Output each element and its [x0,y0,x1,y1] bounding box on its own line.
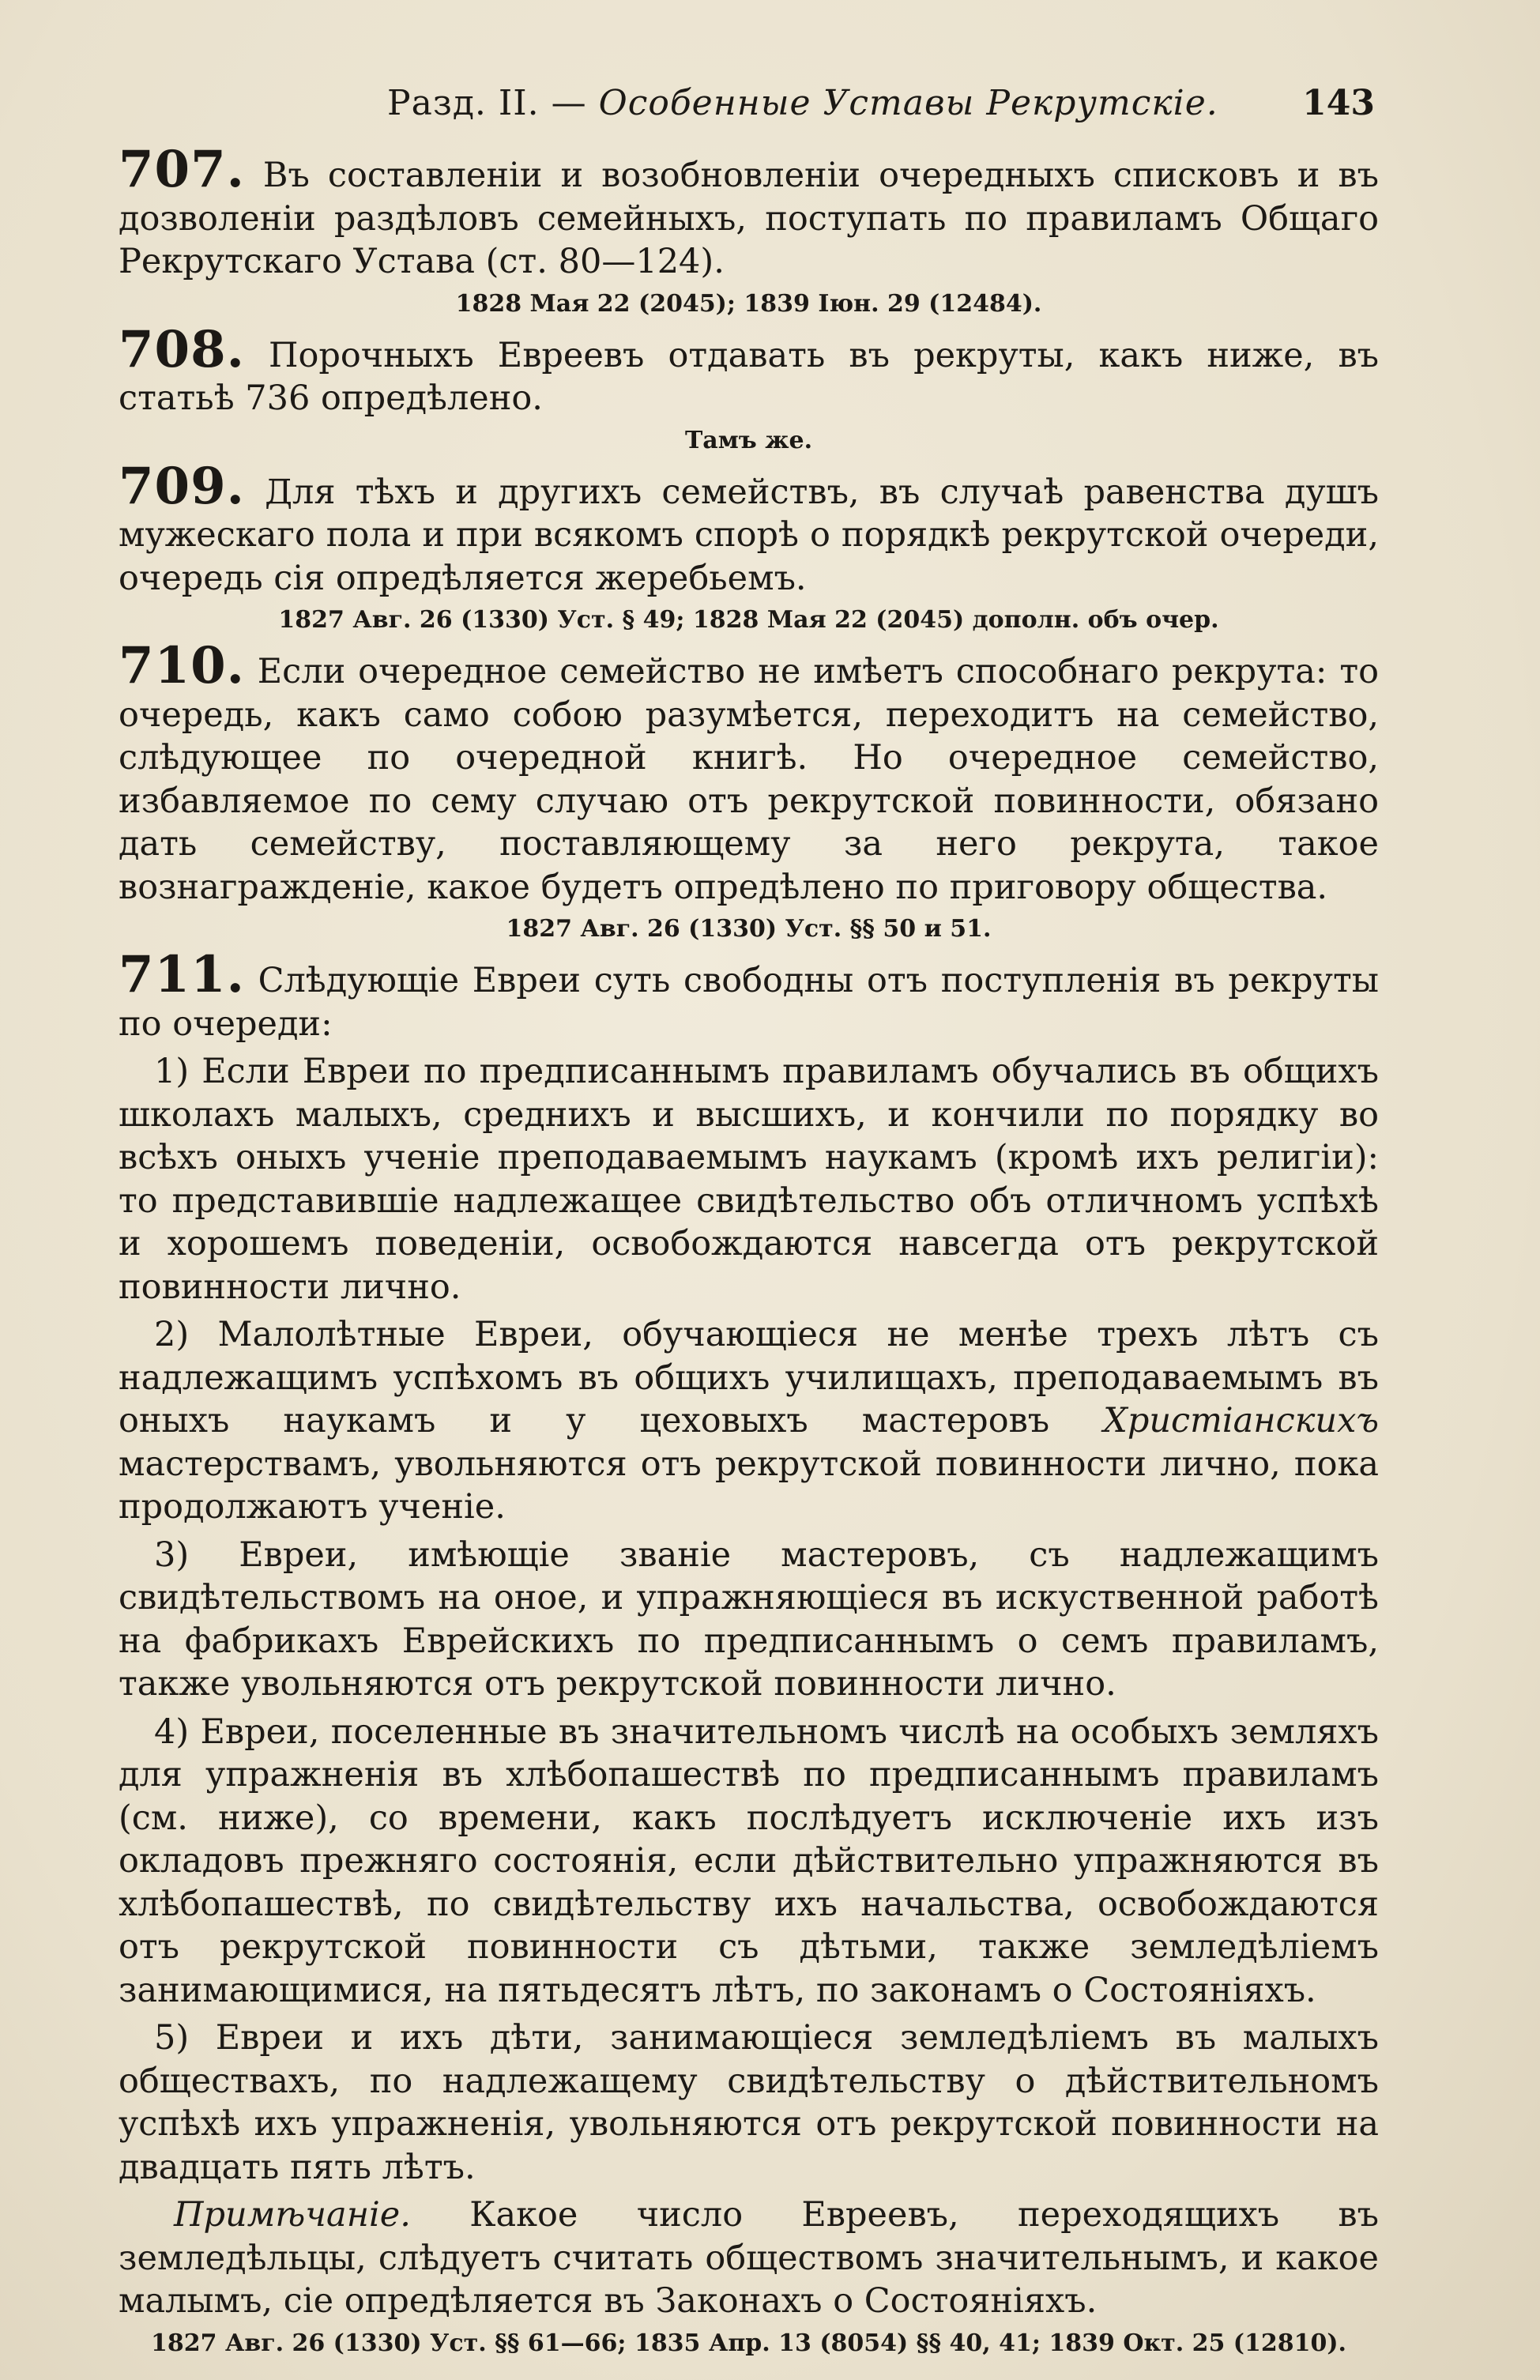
article-note [119,2194,1379,2323]
article-number: 710. [119,636,245,695]
article-citation: Тамъ же. [684,426,813,454]
exemption-item-3: 3) Евреи, имѣющіе званіе мастеровъ, съ надлежащимъ свидѣтельствомъ на оное, и упражняющіеся въ искуственной работѣ на фабрикахъ Еврейскихъ по предписаннымъ о семъ правиламъ, также увольняются отъ рекрутской повинности лично. [119,1535,1379,1704]
article-707 [119,140,1379,322]
article-710 [119,636,1379,947]
exemption-item-5: 5) Евреи и ихъ дѣти, занимающіеся земледѣліемъ въ малыхъ обществахъ, по надлежащему свидѣтельству о дѣйствительномъ успѣхѣ ихъ упражненія, увольняются отъ рекрутской повинности на двадцать пять лѣтъ. [119,2018,1379,2187]
article-708 [119,319,1380,458]
article-number: 707. [119,140,245,199]
article-709-text [119,456,1380,601]
page-header [371,75,1383,138]
article-number: 708. [119,319,245,379]
running-title [387,83,1218,123]
item-2-text-start: 2) Малолѣтные Евреи, обучающіеся не менѣе трехъ лѣтъ съ надлежащимъ успѣхомъ въ общихъ училищахъ, преподаваемымъ въ оныхъ наукамъ и у цеховыхъ мастеровъ [119,1315,1379,1440]
article-number: 709. [119,456,245,516]
exemption-item-1: 1) Если Евреи по предписаннымъ правиламъ обучались въ общихъ школахъ малыхъ, среднихъ и высшихъ, и кончили по порядку во всѣхъ оныхъ ученіе преподаваемымъ наукамъ (кромѣ ихъ религіи): то представившіе надлежащее свидѣтельство объ отличномъ успѣхѣ и хорошемъ поведеніи, освобождаются навсегда отъ рекрутской повинности лично. [119,1052,1379,1307]
article-citation: 1827 Авг. 26 (1330) Уст. § 49; 1828 Мая 22 (2045) дополн. объ очер. [278,606,1219,634]
running-title-prefix: Разд. II. — [387,83,599,123]
article-number: 711. [119,945,245,1004]
exemption-item-4: 4) Евреи, поселенные въ значительномъ числѣ на особыхъ земляхъ для упражненія въ хлѣбопашествѣ по предписаннымъ правиламъ (см. ниже), со времени, какъ послѣдуетъ исключеніе ихъ изъ окладовъ прежняго состоянія, если дѣйствительно упражняются въ хлѣбопашествѣ, по свидѣтельству ихъ начальства, освобождаются отъ рекрутской повинности съ дѣтьми, также земледѣліемъ занимающимися, на пятьдесятъ лѣтъ, по законамъ о Состояніяхъ. [119,1712,1379,2010]
page-body [119,140,1380,2374]
article-body: Если очередное семейство не имѣетъ способнаго рекрута: то очередь, какъ само собою разумѣется, переходитъ на семейство, слѣдующее по очередной книгѣ. Но очередное семейство, избавляемое по сему случаю отъ рекрутской повинности, обязано дать семейству, поставляющему за него рекрута, такое вознагражденіе, какое будетъ опредѣлено по приговору общества. [119,652,1379,907]
article-body: Порочныхъ Евреевъ отдавать въ рекруты, какъ ниже, въ статьѣ 736 опредѣлено. [119,335,1380,418]
item-2-italic-word: Христіанскихъ [1103,1401,1379,1440]
article-710-text [119,636,1379,909]
article-709 [119,456,1380,638]
article-707-text [119,140,1379,284]
exemption-item-2 [119,1313,1379,1529]
item-2-text-end: мастерствамъ, увольняются отъ рекрутской повинности лично, пока продолжаютъ ученіе. [119,1444,1379,1527]
article-711 [119,945,1379,2361]
article-708-text [119,319,1380,420]
article-body: Слѣдующіе Евреи суть свободны отъ поступленія въ рекруты по очереди: [119,961,1379,1044]
running-title-italic: Особенные Уставы Рекрутскіе. [598,83,1218,123]
note-label: Примѣчаніе. [174,2195,411,2235]
article-body: Въ составленіи и возобновленіи очередныхъ списковъ и въ дозволеніи раздѣловъ семейныхъ, поступать по правиламъ Общаго Рекрутскаго Устава (ст. 80—124). [119,156,1379,281]
article-citation: 1827 Авг. 26 (1330) Уст. §§ 50 и 51. [506,915,992,943]
article-citation: 1827 Авг. 26 (1330) Уст. §§ 61—66; 1835 Апр. 13 (8054) §§ 40, 41; 1839 Окт. 25 (12810). [151,2329,1346,2357]
article-711-intro [119,945,1379,1045]
article-citation: 1828 Мая 22 (2045); 1839 Іюн. 29 (12484). [455,289,1042,318]
article-body: Для тѣхъ и другихъ семействъ, въ случаѣ равенства душъ мужескаго пола и при всякомъ спорѣ о порядкѣ рекрутской очереди, очередь сія опредѣляется жеребьемъ. [119,472,1380,598]
page-number: 143 [1302,83,1375,123]
note-text: Какое число Евреевъ, переходящихъ въ земледѣльцы, слѣдуетъ считать обществомъ значительнымъ, и какое малымъ, сіе опредѣляется въ Законахъ о Состояніяхъ. [119,2195,1379,2321]
